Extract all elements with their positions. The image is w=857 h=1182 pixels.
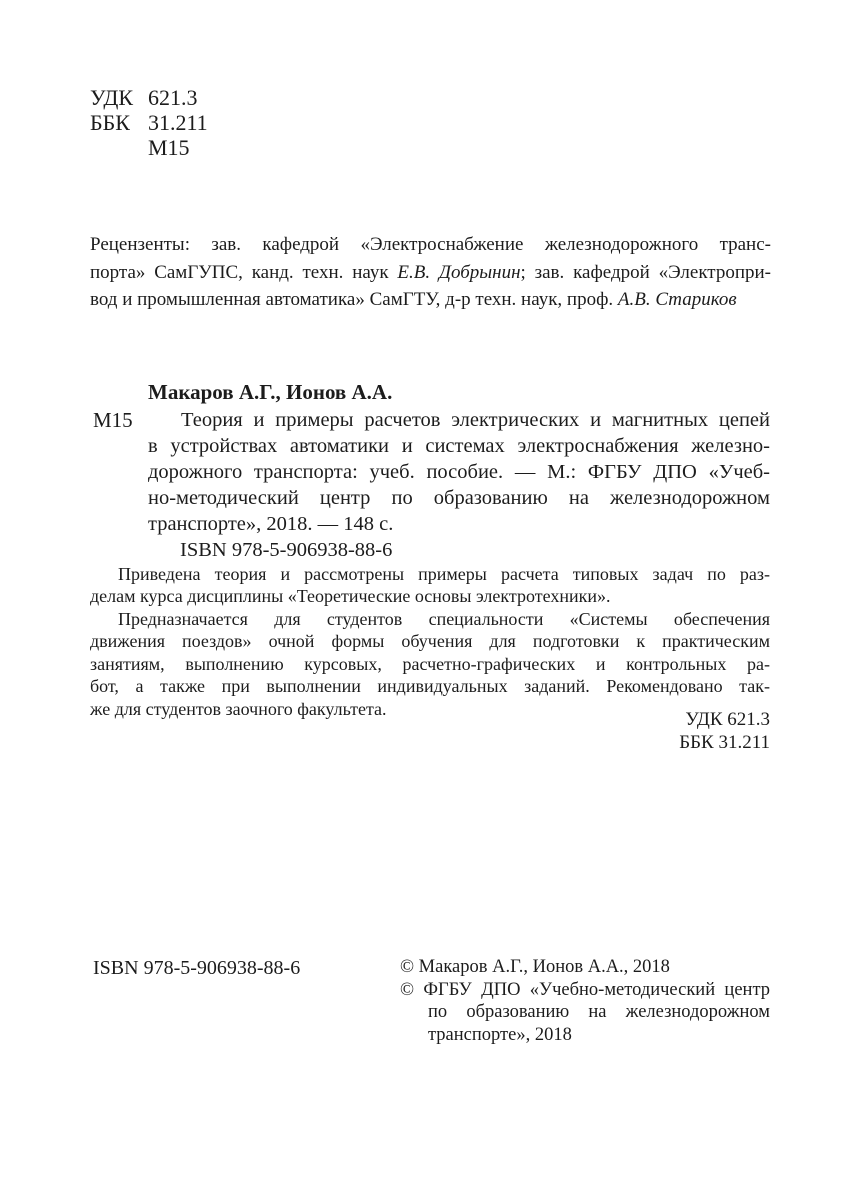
text-line: Теория и примеры расчетов электрических и магнитных цепей xyxy=(181,409,770,431)
udk-row xyxy=(90,85,208,110)
isbn-footer: ISBN 978-5-906938-88-6 xyxy=(93,957,301,979)
text-line xyxy=(90,231,771,259)
classification-codes-right xyxy=(90,709,770,754)
text-line: же для студентов заочного факультета. xyxy=(90,698,387,719)
reviewers-line2-post: ; зав. кафедрой «Электропри- xyxy=(520,261,771,283)
text-line: транспорте», 2018 xyxy=(428,1025,572,1046)
udk-value: 621.3 xyxy=(148,85,198,110)
bbk-row xyxy=(90,110,208,135)
text-line: в устройствах автоматики и системах электроснабжения железно- xyxy=(148,435,770,457)
reviewers-line1: Рецензенты: зав. кафедрой «Электроснабжение железнодорожного транс- xyxy=(90,234,771,255)
text-line: Приведена теория и рассмотрены примеры расчета типовых задач по раз- xyxy=(118,564,770,584)
text-line: делам курса дисциплины «Теоретические основы электротехники». xyxy=(90,586,611,607)
reviewer-name-dobrynin: Е.В. Добрынин xyxy=(397,261,521,283)
text-line: по образованию на железнодорожном xyxy=(428,1002,770,1023)
text-line: движения поездов» очной формы обучения для подготовки к практическим xyxy=(90,631,770,652)
copyright-authors-line: © Макаров А.Г., Ионов А.А., 2018 xyxy=(400,957,670,977)
author-sign-margin-code: М15 xyxy=(93,408,133,432)
text-line: бот, а также при выполнении индивидуальных заданий. Рекомендовано так- xyxy=(90,676,770,697)
annotation-paragraph-1 xyxy=(90,563,770,608)
copyright-publisher-paragraph xyxy=(400,979,770,1047)
text-line xyxy=(90,286,771,314)
bbk-label: ББК xyxy=(90,110,130,135)
udk-right: УДК 621.3 xyxy=(685,709,770,730)
text-line: но-методический центр по образованию на железнодорожном xyxy=(148,487,770,509)
text-line: © ФГБУ ДПО «Учебно-методический центр xyxy=(400,979,770,1000)
copyright-block xyxy=(400,956,770,1047)
reviewers-line2-pre: порта» СамГУПС, канд. техн. наук xyxy=(90,261,398,283)
authors-heading: Макаров А.Г., Ионов А.А. xyxy=(148,380,393,404)
annotation-paragraph-2 xyxy=(90,608,770,720)
bbk-value: 31.211 xyxy=(148,110,208,135)
text-line: Предназначается для студентов специальности «Системы обеспечения xyxy=(118,609,770,629)
author-sign-value: М15 xyxy=(148,135,190,160)
reviewer-name-starikov: А.В. Стариков xyxy=(617,289,737,310)
udk-label: УДК xyxy=(90,85,134,110)
bbk-right: ББК 31.211 xyxy=(679,731,770,753)
text-line: транспорте», 2018. — 148 с. xyxy=(148,513,394,535)
text-line: дорожного транспорта: учеб. пособие. — М.: ФГБУ ДПО «Учеб- xyxy=(148,461,770,483)
reviewers-paragraph xyxy=(90,231,771,314)
text-line: занятиям, выполнению курсовых, расчетно-графических и контрольных ра- xyxy=(90,653,770,674)
author-sign-row xyxy=(90,135,208,160)
bibliographic-description xyxy=(148,407,770,537)
text-line xyxy=(90,259,771,287)
isbn-card-line: ISBN 978-5-906938-88-6 xyxy=(180,539,393,561)
author-sign-label xyxy=(90,135,148,160)
reviewers-line3-pre: вод и промышленная автоматика» СамГТУ, д-р техн. наук, проф. xyxy=(90,289,618,310)
classification-codes-top xyxy=(90,85,208,160)
